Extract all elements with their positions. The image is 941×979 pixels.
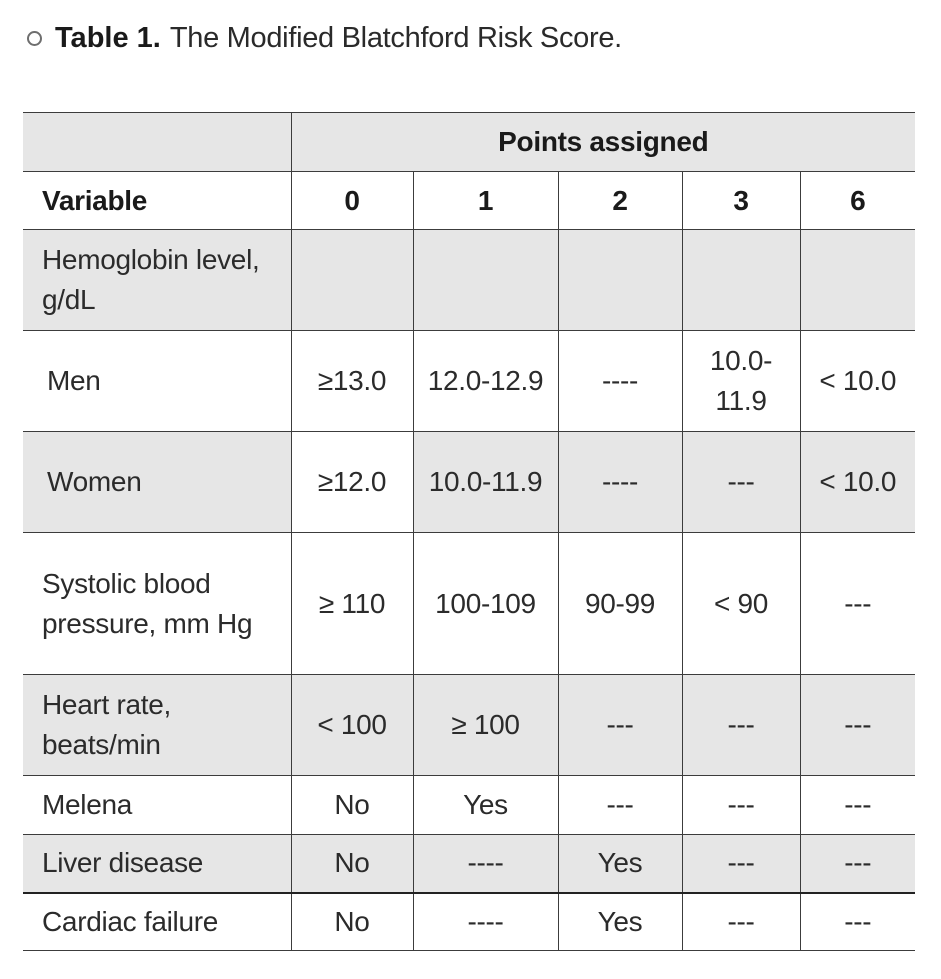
table-row xyxy=(23,230,915,331)
table-cell: ---- xyxy=(558,331,682,432)
table-row xyxy=(23,331,915,432)
variable-cell: Men xyxy=(23,331,291,432)
points-assigned-header: Points assigned xyxy=(291,113,915,172)
table-cell: ---- xyxy=(413,893,558,951)
blatchford-score-table xyxy=(23,112,915,951)
table-cell: --- xyxy=(800,893,915,951)
column-header-0: 0 xyxy=(291,172,413,230)
table-cell: 10.0-11.9 xyxy=(682,331,800,432)
table-cell: ≥13.0 xyxy=(291,331,413,432)
table-cell: No xyxy=(291,776,413,835)
table-row xyxy=(23,675,915,776)
table-row xyxy=(23,893,915,951)
caption-label: Table 1. xyxy=(55,21,161,54)
table-cell: 90-99 xyxy=(558,533,682,675)
circle-bullet-icon xyxy=(27,31,42,46)
variable-cell: Women xyxy=(23,432,291,533)
variable-cell: Cardiac failure xyxy=(23,893,291,951)
column-header-1: 1 xyxy=(413,172,558,230)
table-cell: ≥ 110 xyxy=(291,533,413,675)
table-cell xyxy=(558,230,682,331)
table-cell xyxy=(682,230,800,331)
table-cell: 12.0-12.9 xyxy=(413,331,558,432)
column-header-2: 2 xyxy=(558,172,682,230)
table-cell: < 10.0 xyxy=(800,331,915,432)
table-cell: --- xyxy=(558,776,682,835)
table-cell: --- xyxy=(800,533,915,675)
table-cell: Yes xyxy=(558,835,682,893)
column-header-row xyxy=(23,172,915,230)
table-cell: --- xyxy=(800,675,915,776)
table-cell xyxy=(291,230,413,331)
table-row xyxy=(23,432,915,533)
variable-cell: Hemoglobin level, g/dL xyxy=(23,230,291,331)
variable-cell: Systolic blood pressure, mm Hg xyxy=(23,533,291,675)
table-cell xyxy=(800,230,915,331)
table-cell: --- xyxy=(682,675,800,776)
table-cell: Yes xyxy=(413,776,558,835)
column-header-6: 6 xyxy=(800,172,915,230)
group-header-row xyxy=(23,113,915,172)
table-cell: ---- xyxy=(413,835,558,893)
table-row xyxy=(23,835,915,893)
table-cell: ---- xyxy=(558,432,682,533)
table-cell: Yes xyxy=(558,893,682,951)
table-cell xyxy=(413,230,558,331)
table-cell: < 10.0 xyxy=(800,432,915,533)
variable-cell: Heart rate, beats/min xyxy=(23,675,291,776)
column-header-3: 3 xyxy=(682,172,800,230)
table-cell: --- xyxy=(800,835,915,893)
table-cell: ≥12.0 xyxy=(291,432,413,533)
table-row xyxy=(23,533,915,675)
table-cell: --- xyxy=(682,835,800,893)
table-cell: 10.0-11.9 xyxy=(413,432,558,533)
table-cell: < 90 xyxy=(682,533,800,675)
variable-cell: Melena xyxy=(23,776,291,835)
empty-header-cell xyxy=(23,113,291,172)
table-cell: --- xyxy=(682,893,800,951)
table-cell: No xyxy=(291,835,413,893)
table-cell: 100-109 xyxy=(413,533,558,675)
table-cell: ≥ 100 xyxy=(413,675,558,776)
caption-title: The Modified Blatchford Risk Score. xyxy=(169,21,622,54)
column-header-variable: Variable xyxy=(23,172,291,230)
table-cell: No xyxy=(291,893,413,951)
table-cell: --- xyxy=(800,776,915,835)
variable-cell: Liver disease xyxy=(23,835,291,893)
table-caption xyxy=(27,18,622,58)
table-cell: --- xyxy=(558,675,682,776)
table-cell: --- xyxy=(682,776,800,835)
table-row xyxy=(23,776,915,835)
table-cell: < 100 xyxy=(291,675,413,776)
table-cell: --- xyxy=(682,432,800,533)
